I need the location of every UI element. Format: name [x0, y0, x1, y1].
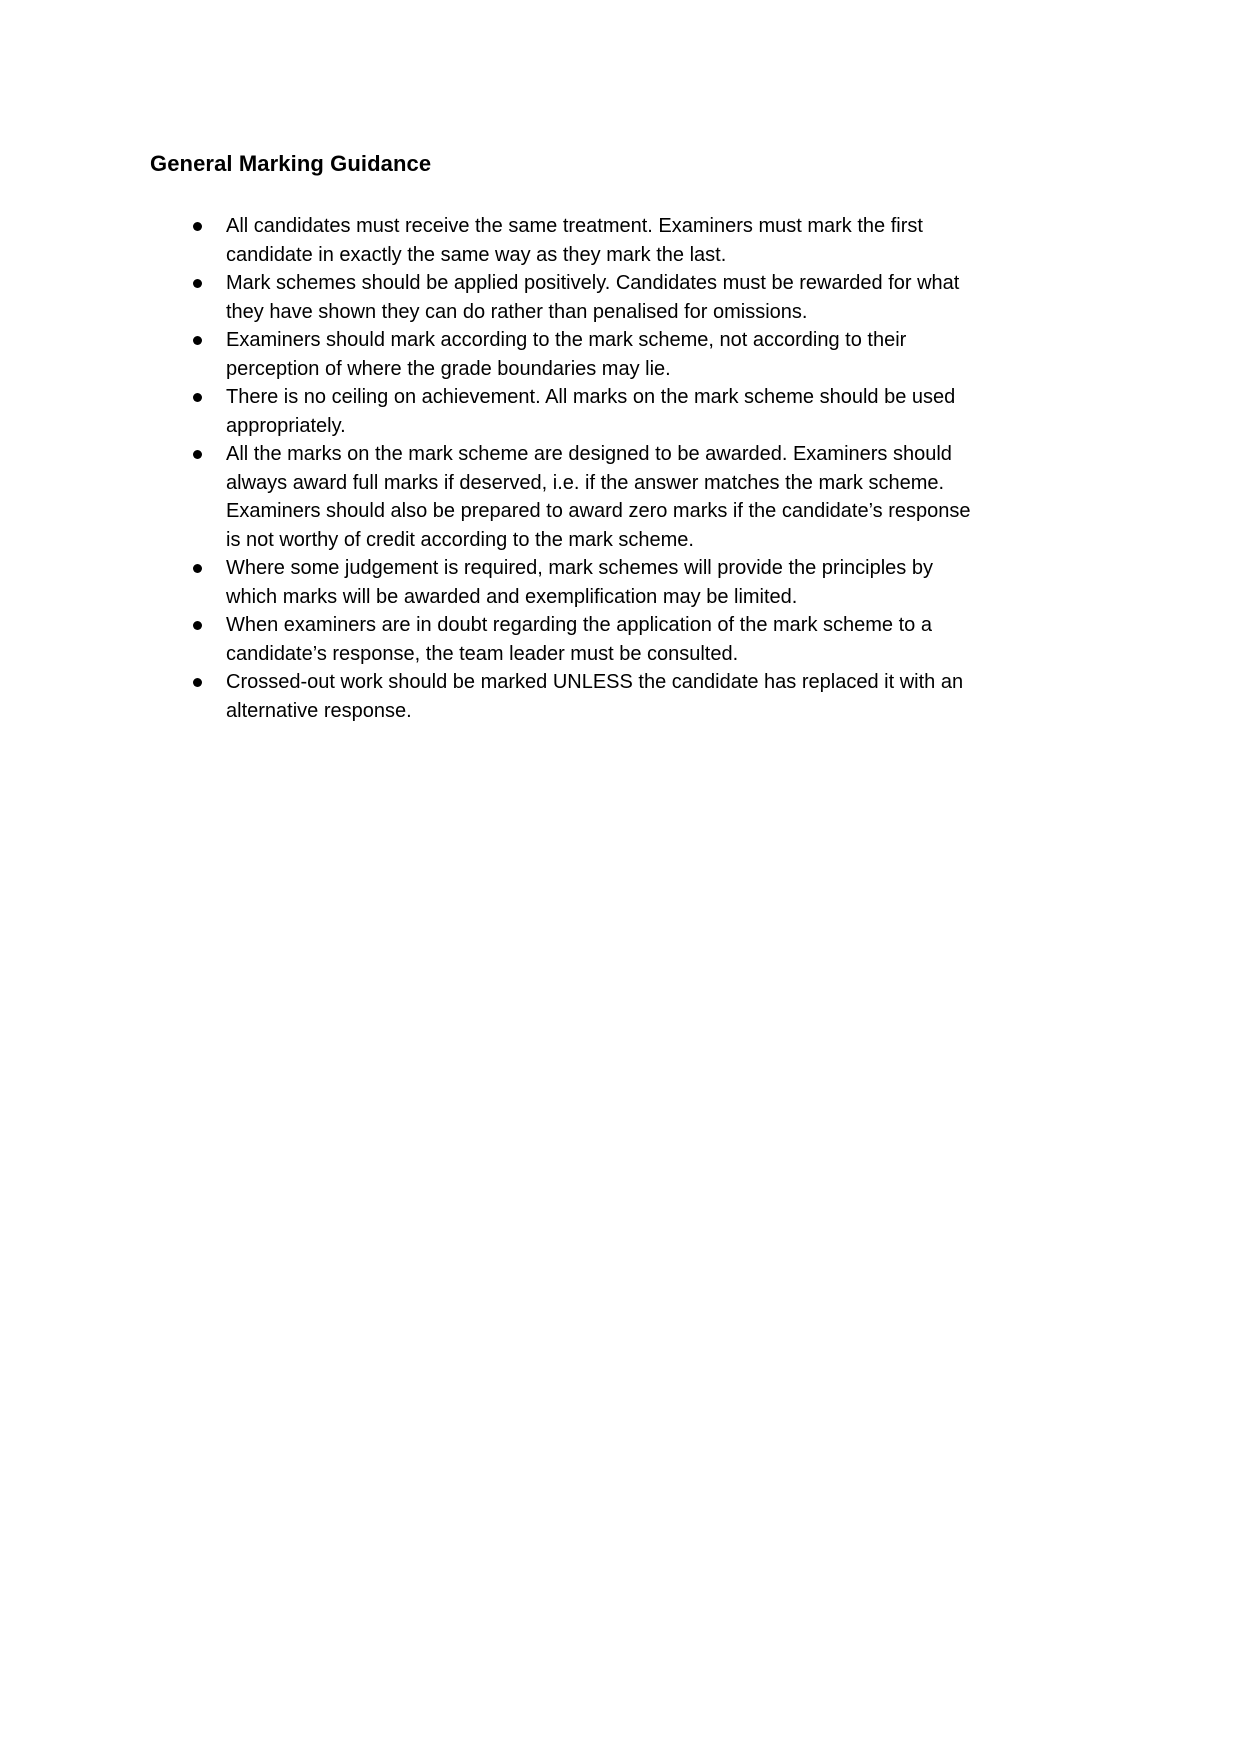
- list-item-text: All candidates must receive the same treatment. Examiners must mark the first candidate in exactly the same way as they mark the last.: [226, 215, 923, 266]
- bullet-icon: [193, 621, 202, 630]
- bullet-icon: [193, 336, 202, 345]
- list-item-text: Examiners should mark according to the mark scheme, not according to their perception of where the grade boundaries may lie.: [226, 329, 907, 380]
- bullet-icon: [193, 678, 202, 687]
- list-item-text: When examiners are in doubt regarding the application of the mark scheme to a candidate’s response, the team leader must be consulted.: [226, 614, 932, 665]
- list-item: [150, 668, 980, 725]
- list-item-text: All the marks on the mark scheme are designed to be awarded. Examiners should always award full marks if deserved, i.e. if the answer matches the mark scheme. Examiners should also be prepared to award zero marks if the candidate’s response is not worthy of credit according to the mark scheme.: [226, 443, 971, 551]
- page-title: General Marking Guidance: [150, 151, 432, 176]
- guidance-list: [150, 212, 980, 725]
- list-item: [150, 326, 980, 383]
- list-item: [150, 269, 980, 326]
- list-item-text: Where some judgement is required, mark schemes will provide the principles by which marks will be awarded and exemplification may be limited.: [226, 557, 933, 608]
- list-item-text: Mark schemes should be applied positively. Candidates must be rewarded for what they have shown they can do rather than penalised for omissions.: [226, 272, 960, 323]
- list-item: [150, 554, 980, 611]
- bullet-icon: [193, 393, 202, 402]
- list-item: [150, 212, 980, 269]
- list-item-text: Crossed-out work should be marked UNLESS the candidate has replaced it with an alternative response.: [226, 671, 964, 722]
- bullet-icon: [193, 222, 202, 231]
- list-item: [150, 383, 980, 440]
- bullet-icon: [193, 564, 202, 573]
- list-item: [150, 440, 980, 554]
- list-item-text: There is no ceiling on achievement. All marks on the mark scheme should be used appropriately.: [226, 386, 956, 437]
- list-item: [150, 611, 980, 668]
- bullet-icon: [193, 450, 202, 459]
- bullet-icon: [193, 279, 202, 288]
